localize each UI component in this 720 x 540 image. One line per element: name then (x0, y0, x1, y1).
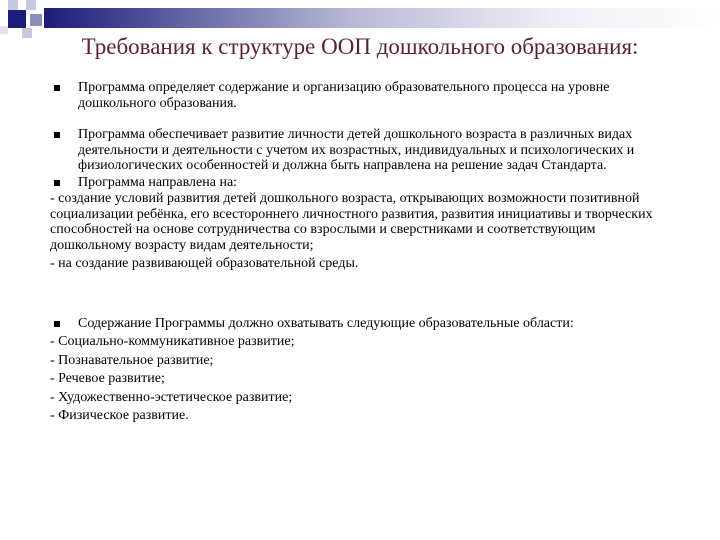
square-bullet-icon (54, 180, 60, 186)
bullet-item (52, 80, 677, 111)
decor-gradient-bar (44, 8, 720, 28)
slide-title: Требования к структуре ООП дошкольного образования: (81, 34, 639, 59)
dash-item: - создание условий развития детей дошкольного возраста, открывающих возможности позитивной социализации ребёнка, его всестороннего личностного развития, развития инициативы и творческих способностей на основе сотрудничества со взрослыми и сверстниками и соответствующим дошкольному возрасту видам деятельности; (50, 191, 653, 253)
area-item: - Социально-коммуникативное развитие; (50, 334, 295, 349)
area-item: - Речевое развитие; (50, 371, 165, 386)
bullet-item (52, 127, 677, 174)
area-item: - Художественно-эстетическое развитие; (50, 389, 293, 405)
decor-square (26, 0, 36, 10)
square-bullet-icon (54, 132, 60, 138)
decor-square (8, 0, 18, 10)
bullet-text: Программа направлена на: (78, 174, 238, 190)
decor-square (30, 14, 42, 26)
area-item: - Физическое развитие. (50, 408, 189, 423)
bullet-item (52, 316, 677, 332)
bullet-item (52, 175, 677, 191)
bullet-text: Содержание Программы должно охватывать следующие образовательные области: (78, 315, 574, 331)
slide-content (52, 80, 677, 424)
bullet-text: Программа обеспечивает развитие личности детей дошкольного возраста в различных видах деятельности и деятельности с учетом их возрастных, индивидуальных и психологических и физиологических особенностей и должна быть направлена на решение задач Стандарта. (78, 127, 635, 173)
square-bullet-icon (54, 321, 60, 327)
square-bullet-icon (54, 85, 60, 91)
area-item: - Познавательное развитие; (50, 352, 214, 368)
bullet-text: Программа определяет содержание и организацию образовательного процесса на уровне дошкольного образования. (78, 80, 610, 111)
decor-square (8, 10, 26, 28)
dash-item: - на создание развивающей образовательной среды. (50, 256, 359, 271)
decor-square (0, 26, 8, 34)
